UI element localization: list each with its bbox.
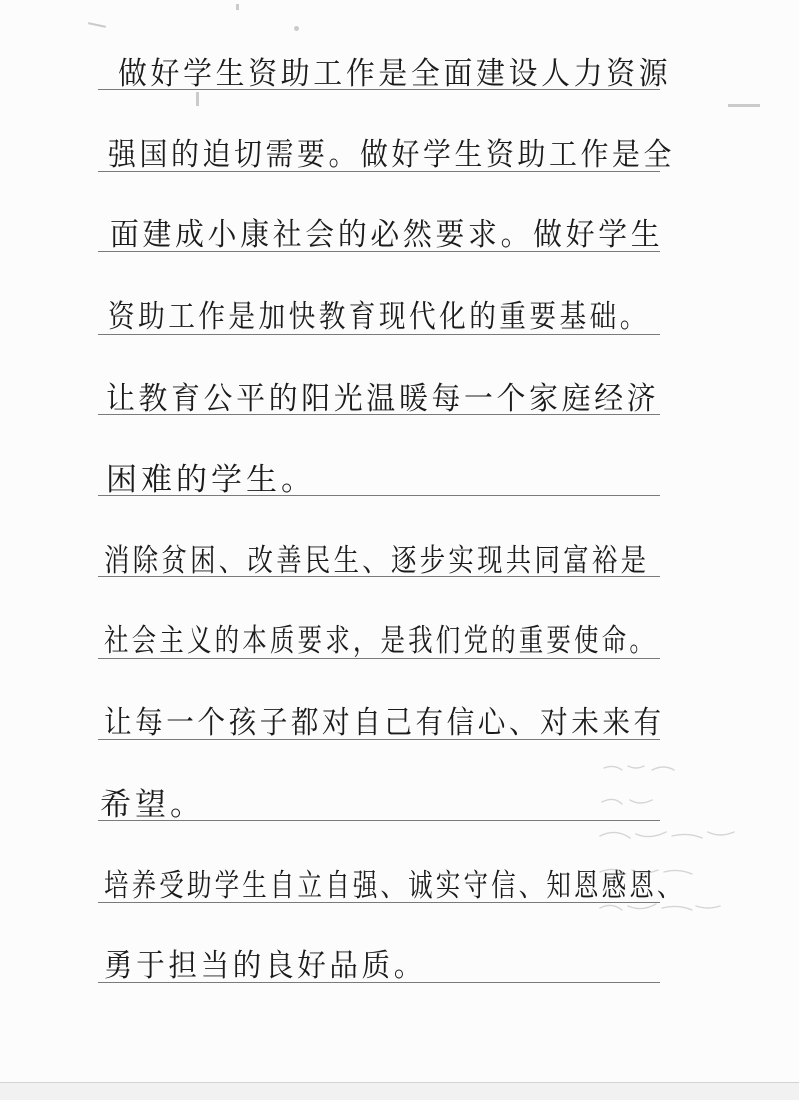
- text-line-9: 让每一个孩子都对自己有信心、对未来有: [104, 705, 665, 741]
- scan-speck: [728, 104, 760, 107]
- text-line-11: 培养受助学生自立自强、诚实守信、知恩感恩、: [104, 868, 685, 904]
- text-line-5: 让教育公平的阳光温暖每一个家庭经济: [106, 381, 660, 417]
- scan-speck: [196, 92, 199, 106]
- text-line-6: 困难的学生。: [106, 462, 316, 498]
- text-line-12: 勇于担当的良好品质。: [104, 948, 426, 984]
- bleed-through-marks: [596, 760, 746, 950]
- scan-bottom-edge: [0, 1082, 799, 1100]
- text-line-7: 消除贫困、改善民生、逐步实现共同富裕是: [104, 543, 650, 579]
- text-line-8: 社会主义的本质要求，是我们党的重要使命。: [104, 623, 657, 659]
- text-line-2: 强国的迫切需要。做好学生资助工作是全: [108, 137, 675, 173]
- text-line-10: 希望。: [100, 787, 205, 823]
- scan-speck: [236, 4, 239, 10]
- text-line-3: 面建成小康社会的必然要求。做好学生: [110, 217, 664, 253]
- scan-speck: [88, 22, 106, 28]
- text-line-4: 资助工作是加快教育现代化的重要基础。: [108, 299, 650, 335]
- scan-speck: [294, 26, 299, 31]
- text-line-1: 做好学生资助工作是全面建设人力资源: [118, 56, 672, 92]
